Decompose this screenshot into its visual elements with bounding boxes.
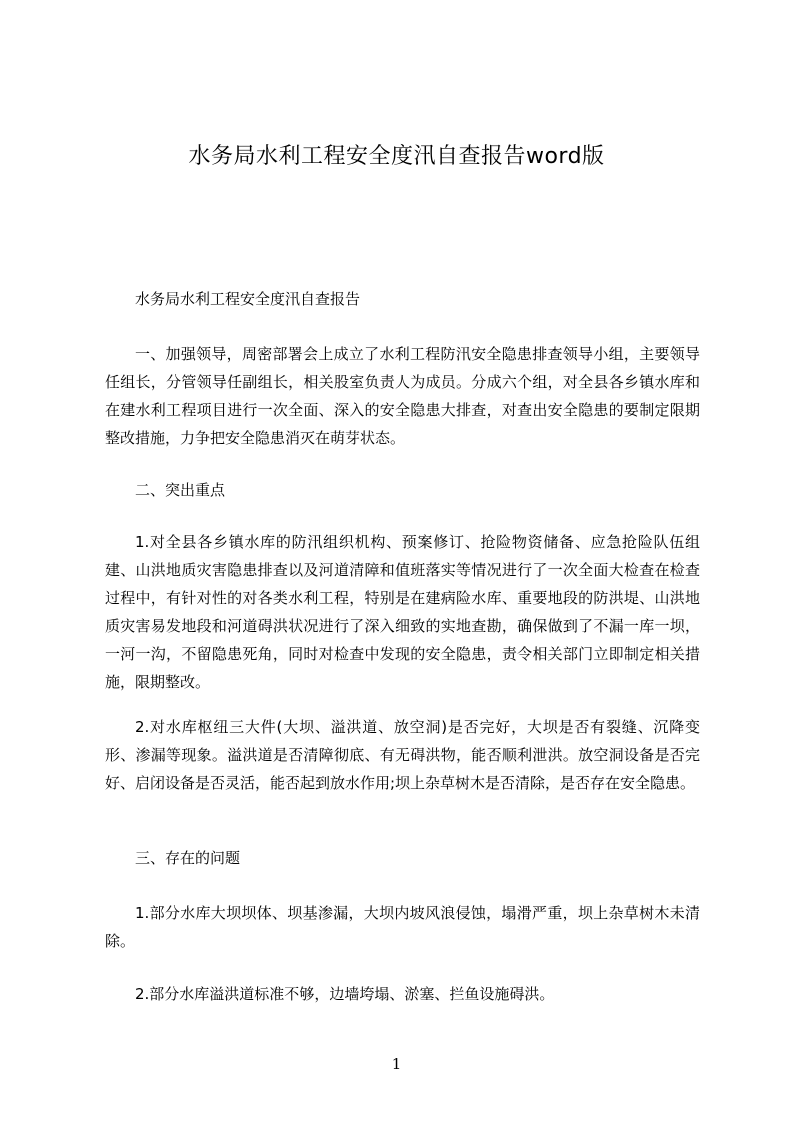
section-heading-problems: 三、存在的问题 (135, 849, 241, 867)
document-title: 水务局水利工程安全度汛自查报告word版 (188, 144, 605, 169)
page-number: 1 (391, 1055, 402, 1073)
paragraph-problem-1: 1.部分水库大坝坝体、坝基渗漏，大坝内坡风浪侵蚀，塌滑严重，坝上杂草树木未清除。 (105, 904, 700, 950)
section-heading-key-points: 二、突出重点 (135, 481, 226, 499)
paragraph-problem-2: 2.部分水库溢洪道标准不够，边墙垮塌、淤塞、拦鱼设施碍洪。 (135, 985, 555, 1003)
paragraph-reservoir-check: 2.对水库枢纽三大件(大坝、溢洪道、放空洞)是否完好，大坝是否有裂缝、沉降变形、渗漏等现象。溢洪道是否清障彻底、有无碍洪物，能否顺利泄洪。放空洞设备是否完好、启闭设备是否灵活，能否起到放水作用;坝上杂草树木是否清除，是否存在安全隐患。 (105, 718, 700, 792)
paragraph-leadership: 一、加强领导，周密部署会上成立了水利工程防汛安全隐患排查领导小组，主要领导任组长，分管领导任副组长，相关股室负责人为成员。分成六个组，对全县各乡镇水库和在建水利工程项目进行一次全面、深入的安全隐患大排查，对查出安全隐患的要制定限期整改措施，力争把安全隐患消灭在萌芽状态。 (105, 345, 700, 447)
report-subtitle: 水务局水利工程安全度汛自查报告 (135, 290, 361, 308)
paragraph-inspection-scope: 1.对全县各乡镇水库的防汛组织机构、预案修订、抢险物资储备、应急抢险队伍组建、山洪地质灾害隐患排查以及河道清障和值班落实等情况进行了一次全面大检查在检查过程中，有针对性的对各类水利工程，特别是在建病险水库、重要地段的防洪堤、山洪地质灾害易发地段和河道碍洪状况进行了深入细致的实地查勘，确保做到了不漏一库一坝，一河一沟，不留隐患死角，同时对检查中发现的安全隐患，责令相关部门立即制定相关措施，限期整改。 (105, 533, 700, 691)
